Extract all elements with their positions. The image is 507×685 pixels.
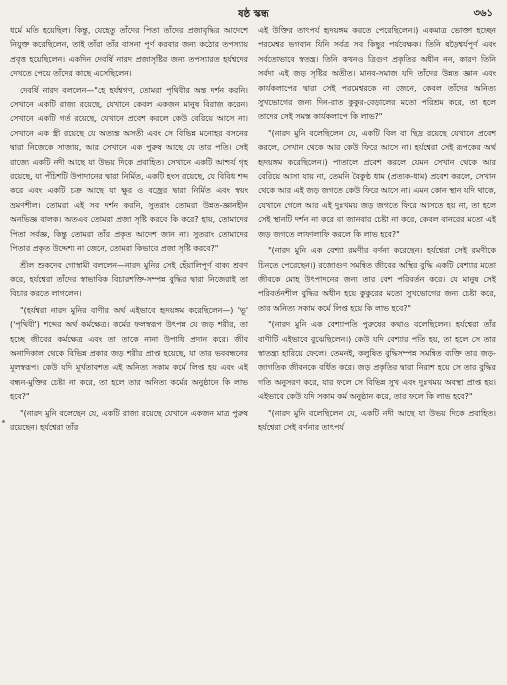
paragraph: এই উক্তির তাৎপর্য হৃদয়ঙ্গম করতে পেরেছিলেন।) একমাত্র ভোক্তা হচ্ছেন পরমেশ্বর ভগবান যিনি সর্বত্র সব কিছুর পর্যবেক্ষক। তিনি ষড়ৈশ্বর্যপূর্ণ এবং সর্বতোভাবে স্বতন্ত্র। তিনি কখনও ত্রিগুণ প্রকৃতির অধীন নন, কারণ তিনি সর্বদা এই জড় সৃষ্টির অতীত। মানব-সমাজ যদি তাঁদের উন্নত জ্ঞান এবং কার্যকলাপের দ্বারা সেই পরমেশ্বরকে না জেনে, কেবল তাঁদের অনিত্য সুখভোগের জন্য দিন-রাত কুকুর-বেড়ালের মতো পরিশ্রম করে, তা হলে তাদের সেই সমস্ত কার্যকলাপে কি লাভ?" (258, 26, 496, 122)
paragraph: "(হর্যশ্বরা নারদ মুনির বাণীর অর্থ এইভাবে হৃদয়ঙ্গম করেছিলেন—) 'ভূ' ('পৃথিবী') শব্দের অর্থ কর্মক্ষেত্র। কর্মের ফলস্বরূপ উৎপন্ন যে জড় শরীর, তা হচ্ছে জীবের কর্মক্ষেত্র এবং তা তাকে নানা উপাধি প্রদান করে। জীব অনাদিকাল থেকে বিভিন্ন প্রকার জড় শরীর প্রাপ্ত হয়েছে, যা তার ভববন্ধনের মূলস্বরূপ। কেউ যদি মূর্খতাবশত এই অনিত্য সকাম কর্মে লিপ্ত হয় এবং এই বন্ধন-মুক্তির চেষ্টা না করে, তা হলে তার অনিত্য কর্মের অনুষ্ঠানে কি লাভ হবে?" (10, 305, 248, 402)
left-text-column (10, 24, 248, 682)
paragraph: "(নারদ মুনি বলেছেন যে, একটি রাজ্য রয়েছে যেখানে একজন মাত্র পুরুষ রয়েছেন। হর্যশ্বেরা তাঁর (10, 408, 248, 432)
paragraph: "(নারদ মুনি এক বেশ্যাপতি পুরুষের কথাও বলেছিলেন। হর্যশ্বেরা তাঁর বাণীটি এইভাবে বুঝেছিলেন।) কেউ যদি বেশ্যার পতি হয়, তা হলে সে তার স্বাতন্ত্র্য হারিয়ে ফেলে। তেমনই, কলুষিত বুদ্ধিসম্পন্ন সমন্বিত ব্যক্তি তার জড়-জাগতিক জীবনকে বর্ধিত করে। জড় প্রকৃতির দ্বারা নিরাশ হয়ে সে তার বুদ্ধির গতি অনুসরণ করে, যার ফলে সে বিভিন্ন সুখ এবং দুঃখময় অবস্থা প্রাপ্ত হয়। এইভাবে কেউ যদি সকাম কর্ম অনুষ্ঠান করে, তার ফলে কি লাভ হবে?" (258, 320, 496, 402)
page-number: ৩৬১ (473, 8, 493, 19)
running-header-title: ষষ্ঠ স্কন্ধ (238, 9, 269, 20)
paragraph: "(নারদ মুনি বলেছিলেন যে, একটি নদী আছে যা উভয় দিকে প্রবাহিত। হর্যশ্বেরা সেই বর্ণনার তাৎপর্য (258, 408, 496, 432)
paragraph: দেবর্ষি নারদ বললেন—"হে হর্যশ্বগণ, তোমরা পৃথিবীর অন্ত দর্শন করনি। সেখানে একটি রাজ্য রয়েছে, যেখানে কেবল একজন মানুষ বিরাজ করেন। সেখানে একটি গর্ত রয়েছে, যেখানে প্রবেশ করলে কেউ বেরিয়ে আসে না। সেখানে এক স্ত্রী রয়েছে যে অত্যন্ত অসতী এবং সে বিভিন্ন মনোহর বসনের দ্বারা নিজেকে সাজায়, আর সেখানে এক পুরুষ আছে যে তার পতি। সেই রাজ্যে একটি নদী আছে যা উভয় দিকে প্রবাহিত। সেখানে একটি আশ্চর্য গৃহ রয়েছে, যা পঁচিশটি উপাদানের দ্বারা নির্মিত, একটি হংস রয়েছে, যে বিবিধ শব্দ করে এবং একটি চক্র আছে যা ক্ষুর ও বজ্রের দ্বারা নির্মিত এবং স্বয়ং ভ্রমণশীল। তোমরা এই সব দর্শন করনি, সুতরাং তোমরা উন্নত-জ্ঞানহীন অনভিজ্ঞ বালক। অতএব তোমরা প্রজা সৃষ্টি করবে কি করে? হায়, তোমাদের পিতা সর্বজ্ঞ, কিন্তু তোমরা তাঁর প্রকৃত আদেশ জান না। সুতরাং তোমাদের পিতার প্রকৃত উদ্দেশ্য না জেনে, তোমরা কিভাবে প্রজা সৃষ্টি করবে?" (10, 85, 248, 254)
paragraph: শ্রীল শুকদেব গোস্বামী বললেন—নারদ মুনির সেই হেঁয়ালিপূর্ণ বাক্য শ্রবণ করে, হর্যশ্বেরা তাঁদের স্বাভাবিক বিচারশক্তি-সম্পন্ন বুদ্ধির দ্বারা নিজেরাই তা বিচার করতে লাগলেন। (10, 260, 248, 299)
scan-speck (2, 420, 5, 423)
paragraph: "(নারদ মুনি এক বেশ্যা রমণীর বর্ণনা করেছেন। হর্যশ্বেরা সেই রমণীকে চিনতে পেরেছেন।) রজোগুণ সমন্বিত জীবের অস্থির বুদ্ধি একটি বেশ্যার মতো জীবকে মোহ উৎপাদনের জন্য তার বেশ পরিবর্তন করে। যে মানুষ সেই পরিবর্তনশীল বুদ্ধির অধীন হয়ে কুকুরের মতো সুখভোগের জন্য চেষ্টা করে, তার অনিত্য সকাম কর্মে লিপ্ত হয়ে কি লাভ হবে?" (258, 246, 496, 313)
paragraph: "(নারদ মুনি বলেছিলেন যে, একটি বিল বা ছিদ্র রয়েছে যেখানে প্রবেশ করলে, সেখান থেকে আর কেউ ফিরে আসে না। হর্যশ্বেরা সেই রূপকের অর্থ হৃদয়ঙ্গম করেছিলেন।) পাতালে প্রবেশ করলে যেমন সেখান থেকে আর বেরিয়ে আসা যায় না, তেমনি বৈকুণ্ঠ ধাম (প্রত্যক-ধাম) প্রবেশ করলে, সেখান থেকে আর এই জড় জগতে কেউ ফিরে আসে না। এমন কোন স্থান যদি থাকে, যেখানে গেলে আর এই দুঃখময় জড় জগতে ফিরে আসতে হয় না, তা হলে সেই স্থানটি দর্শন না করে বা জানবার চেষ্টা না করে, কেবল বানরের মতো এই জড় জগতে লাফালাফি করলে কি লাভ হবে?" (258, 128, 496, 239)
right-text-column (258, 24, 496, 682)
paragraph: ধর্মে মতি হয়েছিল। কিন্তু, যেহেতু তাঁদের পিতা তাঁদের প্রজাবৃদ্ধির আদেশে নিযুক্ত করেছিলেন, তাই তাঁরা তাঁর বাসনা পূর্ণ করবার জন্য কঠোর তপস্যায় প্রবৃত্ত হয়েছিলেন। একদিন দেবর্ষি নারদ প্রজাসৃষ্টির জন্য তপস্যারত হর্যশ্বদের দেখতে পেয়ে তাঁদের কাছে এসেছিলেন। (10, 26, 248, 79)
